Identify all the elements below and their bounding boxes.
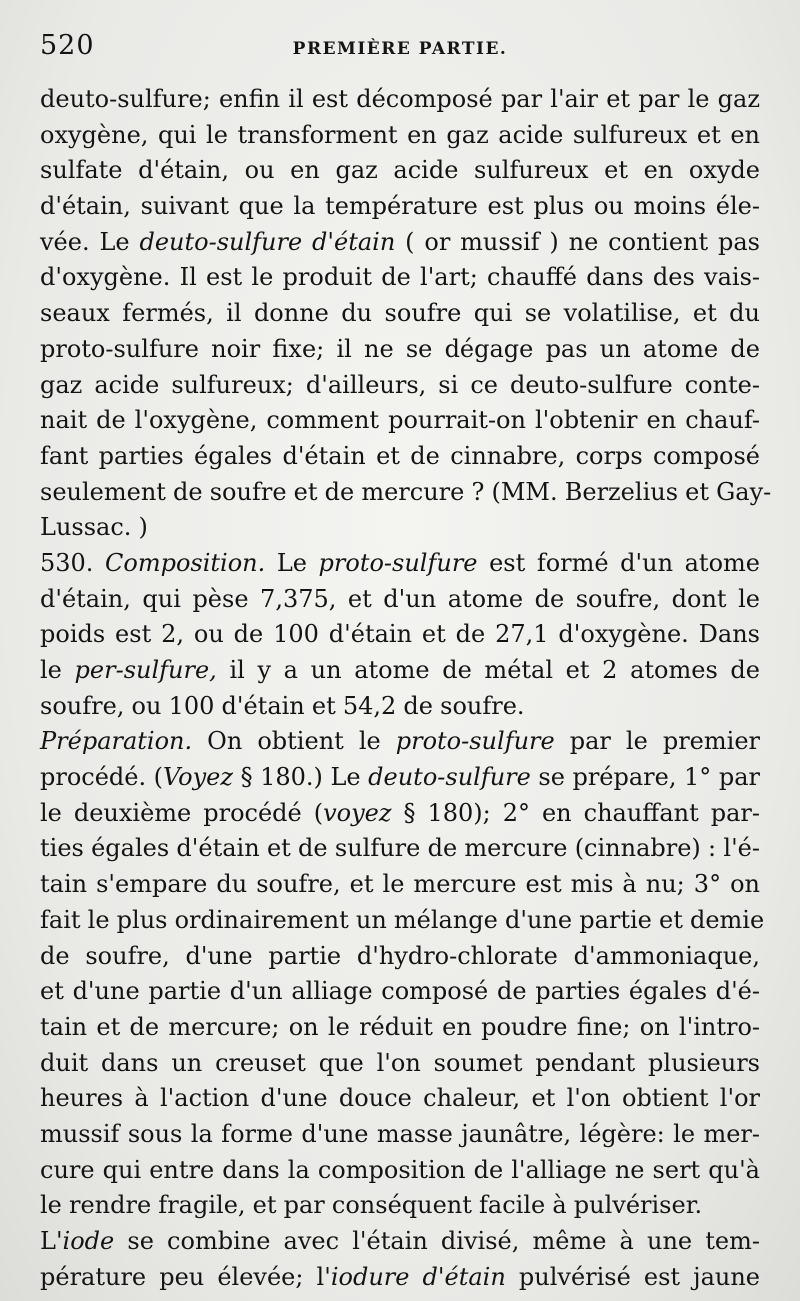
text-run: § 180.) Le	[233, 763, 369, 792]
italic-text: proto-sulfure	[395, 727, 555, 756]
italic-text: Préparation.	[40, 727, 193, 756]
text-run: deuto-sulfure; enfin il est décomposé par l'air et par le gaz	[40, 85, 760, 113]
text-line	[40, 1188, 760, 1224]
text-run: L'	[40, 1227, 63, 1255]
text-run: se combine avec l'étain divisé, même à une tem-	[114, 1227, 760, 1255]
text-run: fait le plus ordinairement un mélange d'une partie et demie	[40, 905, 765, 934]
text-line	[40, 439, 760, 475]
text-run: le	[40, 656, 75, 684]
text-line	[40, 760, 760, 796]
text-line	[40, 903, 765, 939]
text-run: d'oxygène. Il est le produit de l'art; chauffé dans des vais-	[40, 263, 760, 292]
italic-text: deuto-sulfure d'étain	[139, 227, 396, 256]
italic-text: Voyez	[163, 763, 234, 792]
page-number: 520	[40, 30, 95, 61]
text-run: 530.	[40, 548, 106, 577]
italic-text: deuto-sulfure	[368, 763, 531, 792]
text-run: d'étain, suivant que la température est plus ou moins éle-	[40, 192, 760, 221]
text-line	[40, 1260, 760, 1296]
text-run: duit dans un creuset que l'on soumet pendant plusieurs	[40, 1048, 760, 1077]
text-line	[40, 1153, 760, 1189]
text-line	[40, 582, 760, 618]
text-run: tain et de mercure; on le réduit en poudre fine; on l'intro-	[40, 1012, 760, 1041]
text-run: seulement de soufre et de mercure ? (MM. Berzelius et Gay-	[40, 477, 772, 506]
text-run: seaux fermés, il donne du soufre qui se volatilise, et du	[40, 299, 760, 328]
italic-text: voyez	[323, 798, 392, 827]
text-line	[40, 546, 760, 582]
text-line	[40, 939, 760, 975]
text-line	[40, 82, 760, 118]
text-run: et d'une partie d'un alliage composé de parties égales d'é-	[40, 977, 760, 1006]
text-line	[40, 118, 760, 154]
text-run: par le premier	[554, 727, 760, 756]
text-run: On obtient le	[192, 727, 396, 756]
text-line	[40, 974, 760, 1010]
text-line	[40, 724, 760, 760]
text-run: soufre, ou 100 d'étain et 54,2 de soufre.	[40, 691, 525, 720]
text-run: le rendre fragile, et par conséquent facile à pulvériser.	[40, 1191, 703, 1220]
italic-text: iode	[62, 1227, 115, 1255]
text-line	[40, 1224, 760, 1260]
running-head	[40, 30, 760, 78]
text-run: pulvérisé est jaune	[505, 1262, 761, 1291]
text-run: cure qui entre dans la composition de l'alliage ne sert qu'à	[40, 1155, 760, 1184]
text-run: procédé. (	[40, 763, 164, 792]
text-line	[40, 332, 760, 368]
text-run: ties égales d'étain et de sulfure de mercure (cinnabre) : l'é-	[40, 834, 760, 863]
text-run: fant parties égales d'étain et de cinnabre, corps composé	[40, 441, 760, 470]
text-line	[40, 153, 760, 189]
italic-text: Composition.	[105, 548, 266, 577]
text-line	[40, 1010, 760, 1046]
text-line	[40, 617, 760, 653]
text-run: oxygène, qui le transforment en gaz acide sulfureux et en	[40, 120, 760, 149]
italic-text: per-sulfure,	[74, 656, 217, 684]
text-run: est formé d'un atome	[477, 548, 760, 577]
text-line	[40, 689, 760, 725]
text-line	[40, 653, 760, 689]
text-line	[40, 296, 760, 332]
text-run: Lussac. )	[40, 513, 148, 542]
text-run: d'étain, qui pèse 7,375, et d'un atome de soufre, dont le	[40, 584, 760, 613]
text-line	[40, 796, 760, 832]
text-line	[40, 475, 772, 511]
text-line	[40, 1046, 760, 1082]
text-run: proto-sulfure noir fixe; il ne se dégage pas un atome de	[40, 334, 760, 363]
text-line	[40, 867, 760, 903]
text-line	[40, 831, 760, 867]
text-line	[40, 225, 760, 261]
italic-text: iodure d'étain	[330, 1262, 506, 1291]
text-run: le deuxième procédé (	[40, 798, 324, 827]
text-run: heures à l'action d'une douce chaleur, et l'on obtient l'or	[40, 1084, 760, 1113]
text-run: Le	[265, 548, 319, 577]
text-line	[40, 260, 760, 296]
text-run: poids est 2, ou de 100 d'étain et de 27,1 d'oxygène. Dans	[40, 620, 760, 649]
text-run: tain s'empare du soufre, et le mercure est mis à nu; 3° on	[40, 870, 760, 899]
text-line	[40, 1081, 760, 1117]
text-run: mussif sous la forme d'une masse jaunâtre, légère: le mer-	[40, 1119, 760, 1148]
text-run: gaz acide sulfureux; d'ailleurs, si ce deuto-sulfure conte-	[40, 370, 760, 399]
text-run: vée. Le	[40, 227, 140, 256]
text-line	[40, 403, 760, 439]
text-line	[40, 189, 760, 225]
text-run: pérature peu élevée; l'	[40, 1262, 331, 1291]
body-text	[40, 82, 772, 1295]
text-run: sulfate d'étain, ou en gaz acide sulfureux et en oxyde	[40, 156, 760, 185]
text-run: de soufre, d'une partie d'hydro-chlorate d'ammoniaque,	[40, 941, 760, 970]
text-line	[40, 368, 760, 404]
text-line	[40, 510, 760, 546]
text-run: se prépare, 1° par	[530, 763, 760, 792]
italic-text: proto-sulfure	[318, 548, 478, 577]
running-head-title: PREMIÈRE PARTIE.	[292, 39, 508, 59]
text-line	[40, 1117, 760, 1153]
text-run: nait de l'oxygène, comment pourrait-on l'obtenir en chauf-	[40, 406, 760, 435]
text-run: il y a un atome de métal et 2 atomes de	[216, 656, 761, 684]
text-run: ( or mussif ) ne contient pas	[395, 227, 760, 256]
text-run: § 180); 2° en chauffant par-	[391, 798, 760, 827]
